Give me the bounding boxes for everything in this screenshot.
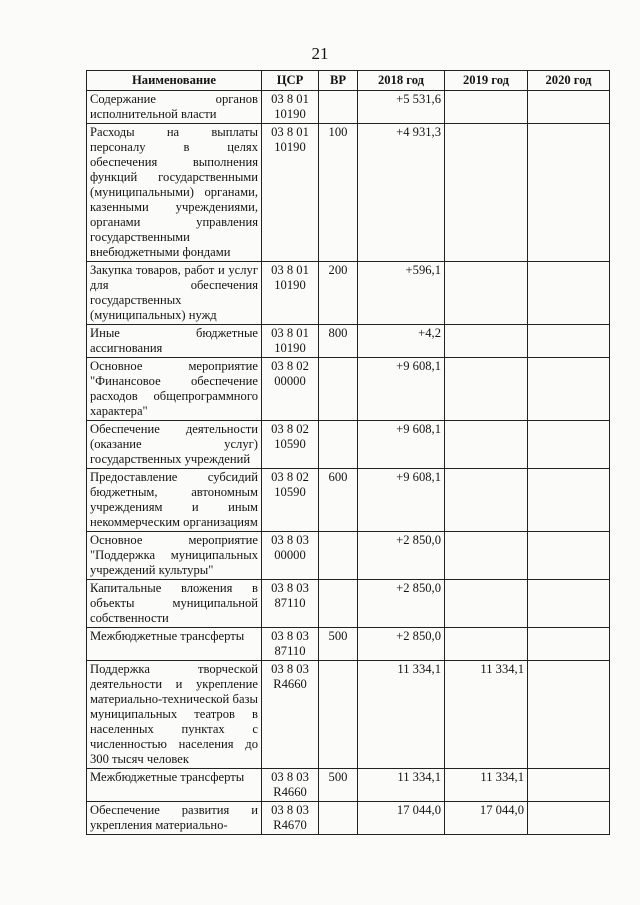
cell-2018: +2 850,0 [358,532,445,580]
cell-2020 [528,802,610,835]
cell-2019 [445,262,528,325]
cell-2018: 11 334,1 [358,769,445,802]
cell-vr: 100 [319,124,358,262]
column-header-2018: 2018 год [358,71,445,91]
table-row [87,262,610,325]
cell-2018: +596,1 [358,262,445,325]
cell-name: Обеспечение деятельности (оказание услуг) государственных учреждений [87,421,262,469]
cell-name: Обеспечение развития и укрепления материально- [87,802,262,835]
cell-name: Межбюджетные трансферты [87,769,262,802]
table-row [87,628,610,661]
table-row [87,769,610,802]
cell-2019 [445,580,528,628]
cell-2019: 11 334,1 [445,769,528,802]
cell-vr: 600 [319,469,358,532]
cell-csr: 03 8 02 00000 [262,358,319,421]
cell-2018: +9 608,1 [358,469,445,532]
cell-2019: 11 334,1 [445,661,528,769]
cell-vr [319,91,358,124]
cell-vr: 500 [319,628,358,661]
cell-2020 [528,91,610,124]
table-row [87,358,610,421]
cell-2020 [528,580,610,628]
cell-2020 [528,532,610,580]
cell-name: Предоставление субсидий бюджетным, автономным учреждениям и иным некоммерческим организациям [87,469,262,532]
cell-2020 [528,124,610,262]
table-row [87,532,610,580]
cell-name: Капитальные вложения в объекты муниципальной собственности [87,580,262,628]
cell-name: Содержание органов исполнительной власти [87,91,262,124]
table-row [87,91,610,124]
cell-2020 [528,421,610,469]
cell-vr [319,802,358,835]
cell-2020 [528,469,610,532]
table-row [87,580,610,628]
table-row [87,421,610,469]
cell-2019 [445,91,528,124]
cell-csr: 03 8 03 R4660 [262,661,319,769]
cell-2020 [528,628,610,661]
cell-2019 [445,358,528,421]
cell-csr: 03 8 03 R4670 [262,802,319,835]
cell-csr: 03 8 01 10190 [262,124,319,262]
cell-2018: +9 608,1 [358,421,445,469]
page-number: 21 [311,44,329,63]
cell-name: Расходы на выплаты персоналу в целях обеспечения выполнения функций государственными (муниципальными) органами, казенными учреждениями, органами управления государственными внебюджетными фондами [87,124,262,262]
cell-vr [319,358,358,421]
cell-csr: 03 8 03 R4660 [262,769,319,802]
cell-2019 [445,628,528,661]
cell-2020 [528,358,610,421]
cell-2019 [445,469,528,532]
cell-2018: +9 608,1 [358,358,445,421]
cell-2018: +4 931,3 [358,124,445,262]
cell-csr: 03 8 02 10590 [262,469,319,532]
cell-2020 [528,262,610,325]
cell-2019 [445,532,528,580]
cell-csr: 03 8 01 10190 [262,262,319,325]
table-row [87,802,610,835]
cell-vr [319,421,358,469]
cell-2020 [528,769,610,802]
table-row [87,325,610,358]
cell-csr: 03 8 01 10190 [262,325,319,358]
cell-csr: 03 8 02 10590 [262,421,319,469]
column-header-name: Наименование [87,71,262,91]
cell-2020 [528,661,610,769]
column-header-2019: 2019 год [445,71,528,91]
cell-vr: 200 [319,262,358,325]
budget-table [86,70,610,835]
table-header-row [87,71,610,91]
column-header-csr: ЦСР [262,71,319,91]
cell-vr: 500 [319,769,358,802]
cell-csr: 03 8 03 00000 [262,532,319,580]
cell-name: Поддержка творческой деятельности и укрепление материально-технической базы муниципальных театров в населенных пунктах с численностью населения до 300 тысяч человек [87,661,262,769]
cell-2019 [445,124,528,262]
cell-csr: 03 8 03 87110 [262,580,319,628]
cell-2018: +2 850,0 [358,580,445,628]
cell-2018: +2 850,0 [358,628,445,661]
column-header-vr: ВР [319,71,358,91]
cell-2018: +4,2 [358,325,445,358]
cell-2018: 11 334,1 [358,661,445,769]
cell-vr [319,580,358,628]
cell-csr: 03 8 03 87110 [262,628,319,661]
cell-2018: 17 044,0 [358,802,445,835]
table-row [87,469,610,532]
cell-2020 [528,325,610,358]
column-header-2020: 2020 год [528,71,610,91]
cell-name: Межбюджетные трансферты [87,628,262,661]
cell-name: Закупка товаров, работ и услуг для обеспечения государственных (муниципальных) нужд [87,262,262,325]
cell-2019 [445,325,528,358]
cell-name: Иные бюджетные ассигнования [87,325,262,358]
cell-vr [319,661,358,769]
cell-vr: 800 [319,325,358,358]
cell-name: Основное мероприятие "Поддержка муниципальных учреждений культуры" [87,532,262,580]
cell-vr [319,532,358,580]
cell-csr: 03 8 01 10190 [262,91,319,124]
cell-name: Основное мероприятие "Финансовое обеспечение расходов общепрограммного характера" [87,358,262,421]
cell-2018: +5 531,6 [358,91,445,124]
table-row [87,661,610,769]
cell-2019 [445,421,528,469]
cell-2019: 17 044,0 [445,802,528,835]
table-row [87,124,610,262]
